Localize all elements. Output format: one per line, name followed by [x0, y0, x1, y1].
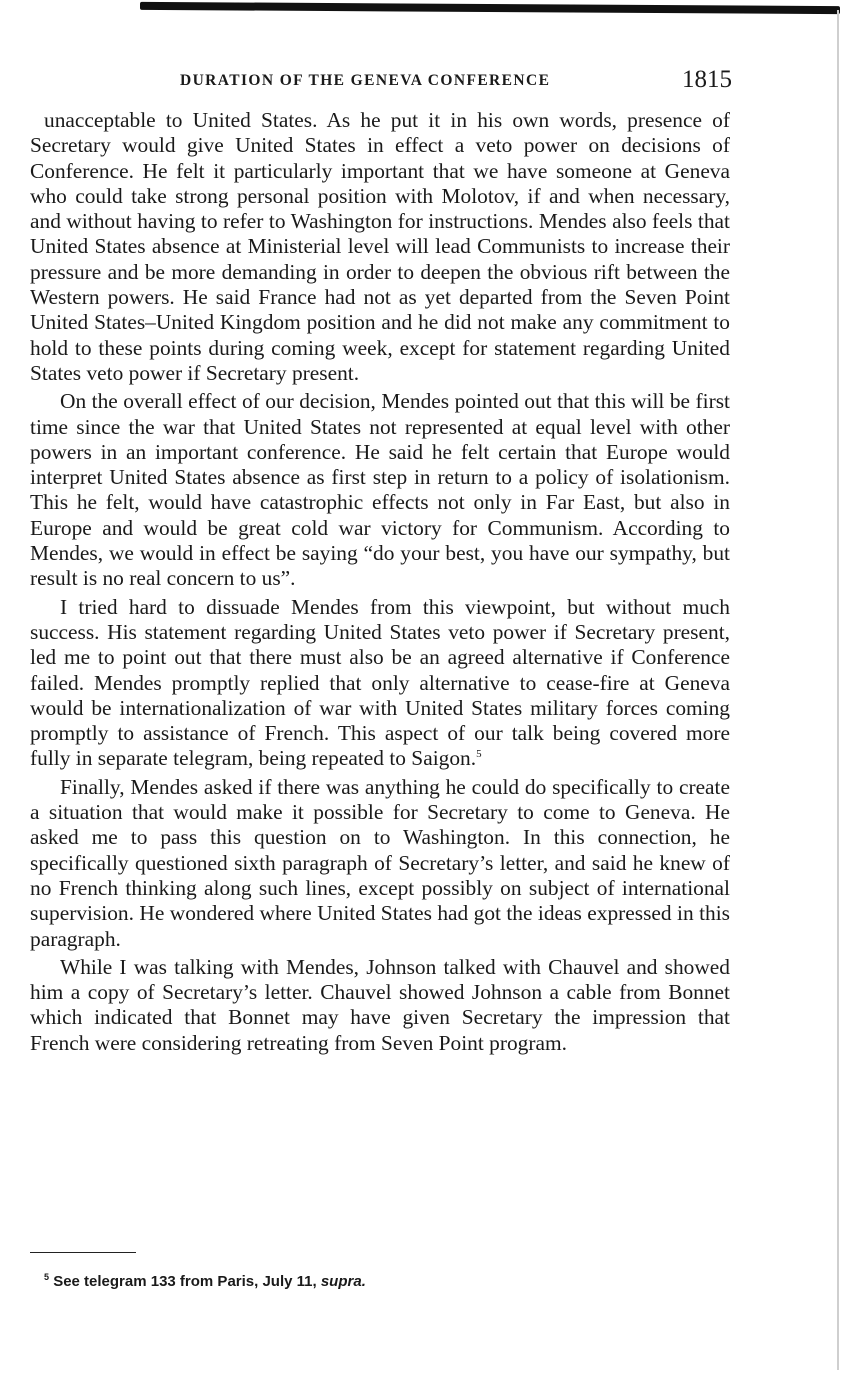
page-header: [180, 66, 732, 96]
paragraph-1: unacceptable to United States. As he put it in his own words, presence of Secretary would give United States in effect a veto power on decisions of Conference. He felt it particularly important that we have someone at Geneva who could take strong personal position with Molotov, if and when necessary, and without having to refer to Washington for instructions. Mendes also feels that United States absence at Ministerial level will lead Communists to increase their pressure and be more demanding in order to deepen the obvious rift between the Western powers. He said France had not as yet departed from the Seven Point United States–United Kingdom position and he did not make any commitment to hold to these points during coming week, except for statement regarding United States veto power if Secretary present.: [30, 108, 730, 385]
footnote-italic: supra.: [320, 1273, 366, 1290]
page-number: 1815: [682, 66, 732, 93]
paragraph-3-text: I tried hard to dissuade Mendes from this viewpoint, but without much success. His statement regarding United States veto power if Secretary present, led me to point out that there must also be an agreed alternative if Conference failed. Mendes promptly replied that only alternative to cease-fire at Geneva would be internationalization of war with United States military forces coming promptly to assistance of French. This aspect of our talk being covered more fully in separate telegram, being repeated to Saigon.: [30, 594, 730, 771]
running-head: DURATION OF THE GENEVA CONFERENCE: [180, 72, 551, 89]
footnote-divider: [30, 1252, 136, 1253]
paragraph-4: Finally, Mendes asked if there was anything he could do specifically to create a situation that would make it possible for Secretary to come to Geneva. He asked me to pass this question on to Washington. In this connection, he specifically questioned sixth paragraph of Secretary’s letter, and said he knew of no French thinking along such lines, except possibly on subject of international supervision. He wondered where United States had got the ideas expressed in this paragraph.: [30, 774, 730, 951]
top-edge-rule: [140, 2, 840, 14]
footnote-marker: 5: [44, 1272, 50, 1282]
page-edge: [837, 10, 839, 1370]
paragraph-2: On the overall effect of our decision, Mendes pointed out that this will be first time since the war that United States not represented at equal level with other powers in an important conference. He said he felt certain that Europe would interpret United States absence as first step in return to a policy of isolationism. This he felt, would have catastrophic effects not only in Far East, but also in Europe and would be great cold war victory for Communism. According to Mendes, we would in effect be saying “do your best, you have our sympathy, but result is no real concern to us”.: [30, 389, 730, 591]
footnote-text: See telegram 133 from Paris, July 11,: [53, 1273, 317, 1290]
paragraph-3: [30, 595, 730, 772]
footnote-reference: 5: [476, 748, 482, 761]
paragraph-5: While I was talking with Mendes, Johnson talked with Chauvel and showed him a copy of Secretary’s letter. Chauvel showed Johnson a cable from Bonnet which indicated that Bonnet may have given Secretary the impression that French were considering retreating from Seven Point program.: [30, 954, 730, 1055]
document-body: [30, 108, 730, 1059]
footnote: [44, 1272, 366, 1290]
